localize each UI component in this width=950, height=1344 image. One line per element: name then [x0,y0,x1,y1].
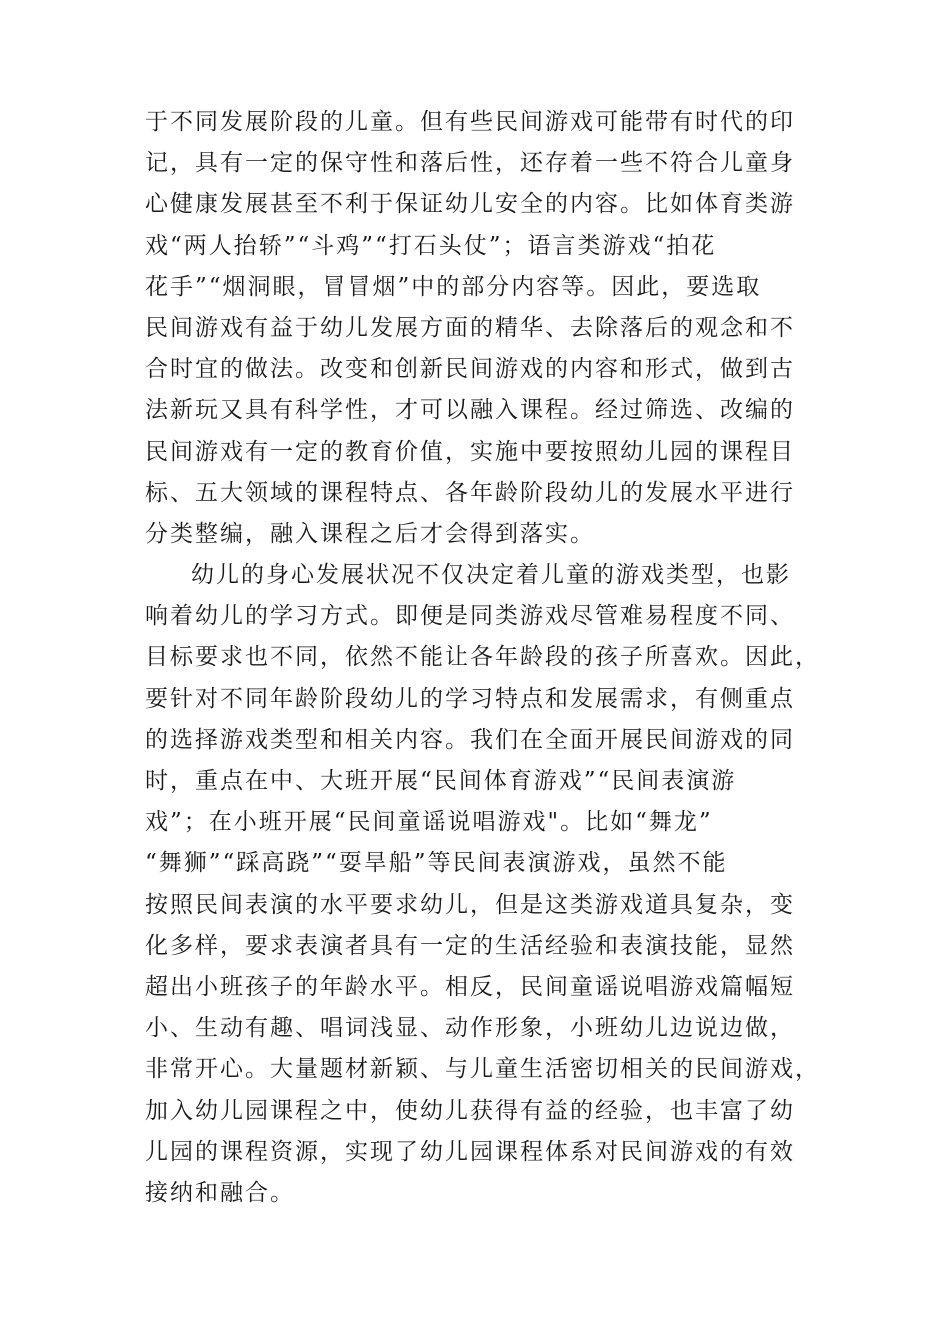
text-line: 民间游戏有益于幼儿发展方面的精华、去除落后的观念和不 [145,314,795,341]
document-body [145,102,820,1214]
text-line: 民间游戏有一定的教育价值，实施中要按照幼儿园的课程目 [145,438,795,465]
text-line: 时，重点在中、大班开展“民间体育游戏”“民间表演游 [145,768,737,794]
text-line: 法新玩又具有科学性，才可以融入课程。经过筛选、改编的 [145,397,795,424]
text-line: 记，具有一定的保守性和落后性，还存着一些不符合儿童身 [145,150,795,177]
text-line: 接纳和融合。 [145,1179,295,1206]
text-line-indented: 幼儿的身心发展状况不仅决定着儿童的游戏类型，也影 [191,562,791,589]
text-line: 响着幼儿的学习方式。即便是同类游戏尽管难易程度不同、 [145,603,795,630]
text-line: 于不同发展阶段的儿童。但有些民间游戏可能带有时代的印 [145,109,795,135]
text-line: 按照民间表演的水平要求幼儿，但是这类游戏道具复杂，变 [145,891,795,918]
text-line: 化多样，要求表演者具有一定的生活经验和表演技能，显然 [145,932,795,959]
text-line: 戏“两人抬轿”“斗鸡”“打石头仗”；语言类游戏“拍花 [145,232,717,259]
text-line: 加入幼儿园课程之中，使幼儿获得有益的经验，也丰富了幼 [145,1097,795,1124]
text-line: 标、五大领域的课程特点、各年龄阶段幼儿的发展水平进行 [145,479,795,506]
text-line: 心健康发展甚至不利于保证幼儿安全的内容。比如体育类游 [145,191,795,218]
text-line: 合时宜的做法。改变和创新民间游戏的内容和形式，做到古 [145,356,795,383]
text-line: 的选择游戏类型和相关内容。我们在全面开展民间游戏的同 [145,726,795,753]
text-line: 花手”“烟洞眼，冒冒烟”中的部分内容等。因此，要选取 [145,273,762,300]
text-line: “舞狮”“踩高跷”“耍旱船”等民间表演游戏，虽然不能 [145,850,728,877]
text-line: 非常开心。大量题材新颖、与儿童生活密切相关的民间游戏， [145,1056,820,1083]
text-line: 小、生动有趣、唱词浅显、动作形象，小班幼儿边说边做， [145,1015,795,1042]
text-line: 要针对不同年龄阶段幼儿的学习特点和发展需求，有侧重点 [145,685,795,712]
text-line: 超出小班孩子的年龄水平。相反，民间童谣说唱游戏篇幅短 [145,973,795,1000]
paragraph-1 [145,102,805,555]
text-line: 分类整编，融入课程之后才会得到落实。 [145,520,595,547]
text-line: 儿园的课程资源，实现了幼儿园课程体系对民间游戏的有效 [145,1138,795,1165]
paragraph-2 [145,555,820,1214]
text-line: 目标要求也不同，依然不能让各年龄段的孩子所喜欢。因此， [145,644,820,671]
text-line: 戏”；在小班开展“民间童谣说唱游戏"。比如“舞龙” [145,809,713,836]
